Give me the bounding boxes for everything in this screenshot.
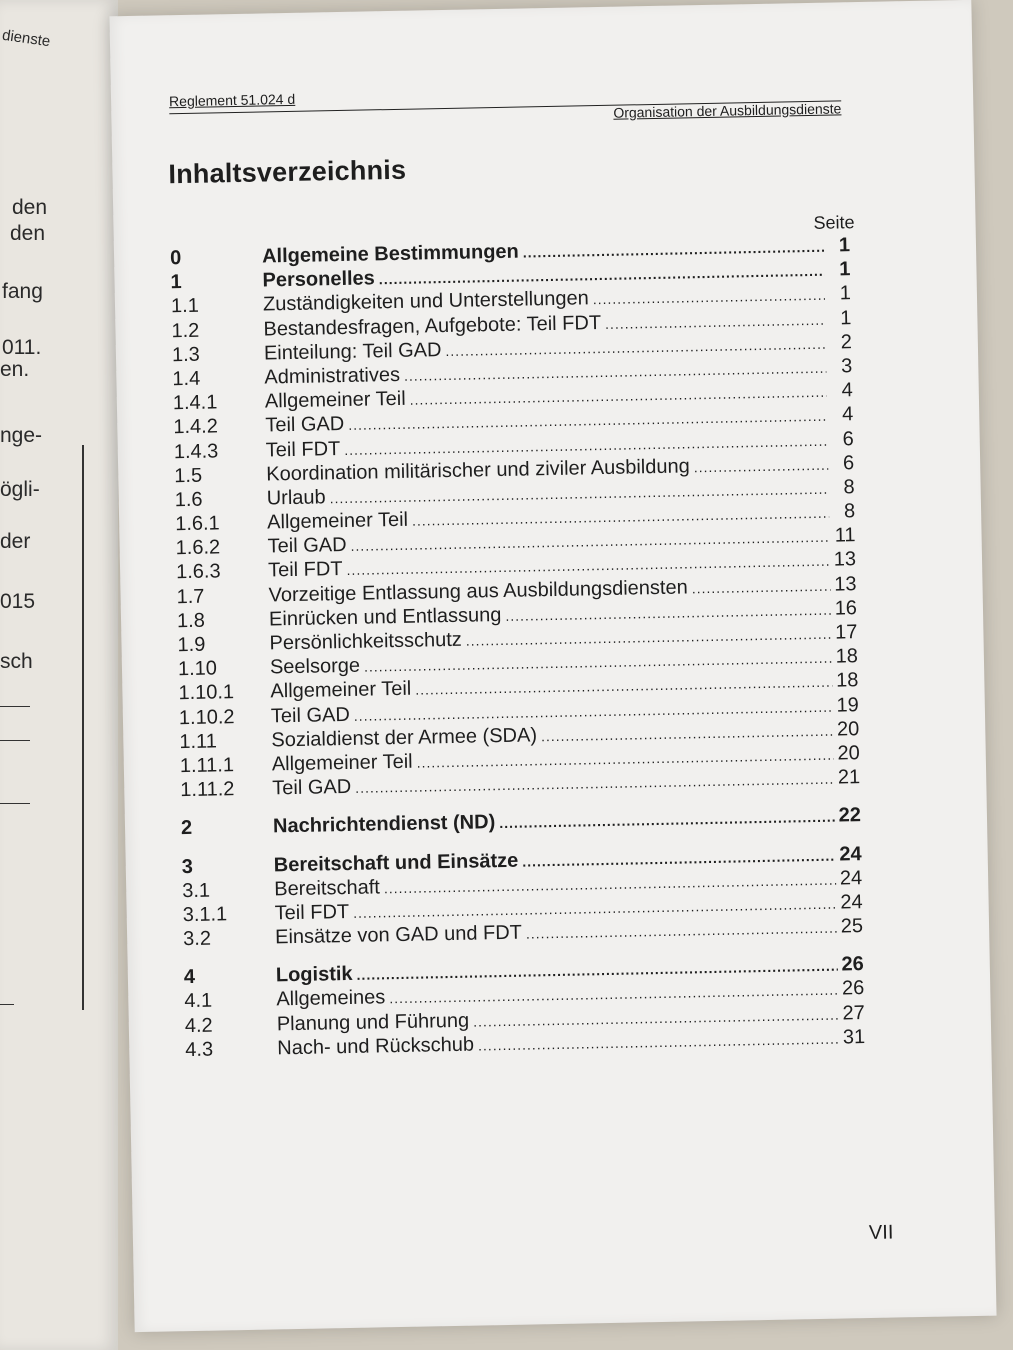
toc-section-number: 1.6.3 [175,560,221,584]
toc-section-title: Allgemeiner Teil [270,678,412,703]
toc-section-number: 1.10 [177,657,218,681]
toc-section-title: Teil FDT [265,437,341,461]
page-number: VII [868,1221,894,1245]
toc-section-title: Bestandesfragen, Aufgebote: Teil FDT [263,311,602,341]
facing-page-text: en. [0,358,30,381]
toc-section-number: 0 [169,247,182,270]
facing-page-table-rule [0,1004,14,1005]
facing-page-text: der [0,530,31,553]
toc-section-title: Allgemeiner Teil [271,750,413,776]
toc-section-number: 1.4.1 [172,391,218,415]
toc-section-title: Teil GAD [270,703,351,727]
toc-section-number: 2 [180,817,193,840]
facing-page-text: den [10,222,46,245]
toc-section-title: Koordination militärischer und ziviler Ausbildung [266,455,690,486]
toc-section-number: 3.2 [182,927,212,951]
toc-dot-leader [692,577,831,596]
toc-dot-leader [478,1030,839,1053]
toc-section-number: 1.11.1 [179,754,235,778]
toc-section-number: 1.10.2 [178,705,235,729]
toc-section-title: Urlaub [266,486,326,510]
toc-dot-leader [593,287,825,307]
toc-section-title: Zuständigkeiten und Unterstellungen [262,287,589,316]
toc-dot-leader [473,1006,839,1029]
toc-page-number: 27 [842,1001,865,1025]
toc-page-number: 6 [842,427,854,450]
toc-page-number: 1 [838,234,851,257]
toc-page [109,0,996,1332]
toc-section-title: Vorzeitige Entlassung aus Ausbildungsdiensten [268,576,688,607]
toc-section-number: 1.4 [172,367,201,391]
toc-page-number: 4 [841,379,853,402]
toc-section-title: Bereitschaft [274,876,381,901]
header-document-id: Reglement 51.024 d [168,90,296,110]
toc-page-number: 19 [836,693,860,717]
toc-page-number: 11 [834,524,856,547]
toc-page-number: 1 [839,258,851,281]
toc-page-number: 24 [840,890,863,914]
toc-page-number: 13 [834,572,857,596]
toc-section-title: Teil FDT [274,900,350,925]
toc-section-number: 3.1.1 [182,903,228,927]
toc-section-number: 1.2 [171,319,200,342]
toc-section-number: 1.6 [174,488,203,512]
toc-page-number: 18 [835,645,859,668]
toc-section-title: Teil GAD [265,413,345,437]
toc-section-number: 1.11.2 [180,778,235,802]
toc-dot-leader [694,456,829,475]
toc-page-number: 21 [837,766,861,789]
toc-page-number: 31 [842,1025,866,1049]
toc-section-title: Personelles [262,267,376,292]
toc-page-number: 8 [843,500,856,523]
toc-section-number: 4.2 [184,1014,213,1037]
toc-page-number: 20 [837,742,860,765]
toc-section-title: Nach- und Rückschub [277,1033,475,1060]
toc-section-number: 1 [170,271,182,294]
table-of-contents [170,234,866,1063]
toc-section-title: Teil GAD [267,534,347,558]
facing-page-table-rule [0,706,30,707]
toc-section-title: Bereitschaft und Einsätze [273,849,519,876]
facing-page-table-border [82,445,84,1010]
toc-section-title: Teil GAD [272,776,352,800]
toc-dot-leader [541,722,833,744]
toc-page-number: 6 [842,451,855,475]
toc-page-number: 20 [836,717,860,741]
toc-page-number: 22 [838,804,862,827]
toc-chapter-row [181,804,861,841]
toc-section-number: 3 [181,855,194,878]
toc-section-title: Einteilung: Teil GAD [263,338,442,365]
toc-page-number: 25 [840,915,864,938]
toc-section-title: Teil FDT [267,558,343,582]
toc-page-number: 13 [833,548,857,572]
toc-page-number: 4 [841,403,854,426]
toc-page-number: 17 [834,621,858,644]
facing-page-text: dienste [1,26,52,51]
toc-page-number: 18 [835,669,859,692]
facing-page-table-rule [0,740,30,741]
toc-page-number: 3 [840,355,853,378]
toc-dot-leader [466,626,832,649]
toc-dot-leader [605,311,826,331]
page-title: Inhaltsverzeichnis [168,154,407,190]
toc-section-number: 1.7 [176,585,205,608]
toc-section-title: Logistik [275,963,353,987]
toc-section-title: Sozialdienst der Armee (SDA) [271,724,538,752]
toc-page-number: 2 [840,330,853,354]
toc-section-number: 4.1 [184,990,213,1013]
toc-section-title: Allgemeiner Teil [266,508,409,534]
toc-section-number: 1.3 [171,343,200,367]
facing-page-text: 015 [0,590,36,613]
toc-page-number: 26 [841,953,864,976]
toc-dot-leader [523,239,825,261]
header-document-title: Organisation der Ausbildungsdienste [613,100,842,121]
toc-section-number: 1.10.1 [178,681,235,705]
facing-page-text: sch [0,650,33,673]
facing-page-text: fang [2,280,43,303]
toc-section-number: 1.4.3 [173,439,219,463]
toc-section-number: 1.1 [170,295,200,318]
toc-section-number: 1.8 [176,609,206,633]
toc-page-number: 24 [839,866,863,890]
toc-section-title: Allgemeines [276,986,386,1011]
toc-dot-leader [522,847,835,869]
page-column-label: Seite [813,212,855,233]
toc-section-number: 3.1 [182,879,211,902]
toc-page-number: 8 [843,476,855,499]
toc-page-number: 1 [840,306,852,329]
toc-dot-leader [499,809,835,831]
toc-section-title: Einrücken und Entlassung [268,603,502,631]
toc-section-title: Einsätze von GAD und FDT [274,921,523,949]
toc-section-number: 1.9 [177,633,206,657]
toc-dot-leader [526,920,837,942]
toc-section-title: Seelsorge [269,654,361,679]
facing-page-text: den [12,196,48,219]
running-header [169,80,842,137]
toc-dot-leader [505,601,831,623]
toc-section-number: 1.5 [174,464,203,487]
facing-page [0,0,118,1350]
facing-page-text: ögli- [0,478,40,501]
toc-section-number: 1.6.2 [175,536,221,560]
toc-page-number: 16 [834,596,858,620]
toc-section-title: Planung und Führung [276,1009,470,1035]
toc-section-title: Allgemeine Bestimmungen [261,240,519,268]
toc-section-title: Administratives [264,363,401,389]
toc-section-number: 1.11 [179,730,218,753]
toc-page-number: 1 [839,282,852,305]
toc-section-number: 1.4.2 [173,415,219,439]
toc-section-number: 1.6.1 [174,512,220,536]
toc-section-title: Nachrichtendienst (ND) [272,811,496,838]
toc-section-number: 4.3 [185,1038,214,1061]
toc-dot-leader [445,335,826,358]
toc-page-number: 24 [839,842,862,866]
facing-page-text: nge- [0,424,43,447]
toc-section-title: Persönlichkeitsschutz [269,628,463,655]
toc-section-title: Allgemeiner Teil [264,387,406,413]
facing-page-table-rule [0,803,30,804]
toc-section-number: 4 [183,966,196,989]
toc-page-number: 26 [841,977,865,1000]
facing-page-text: 011. [2,336,42,359]
toc-dot-leader [355,771,834,796]
